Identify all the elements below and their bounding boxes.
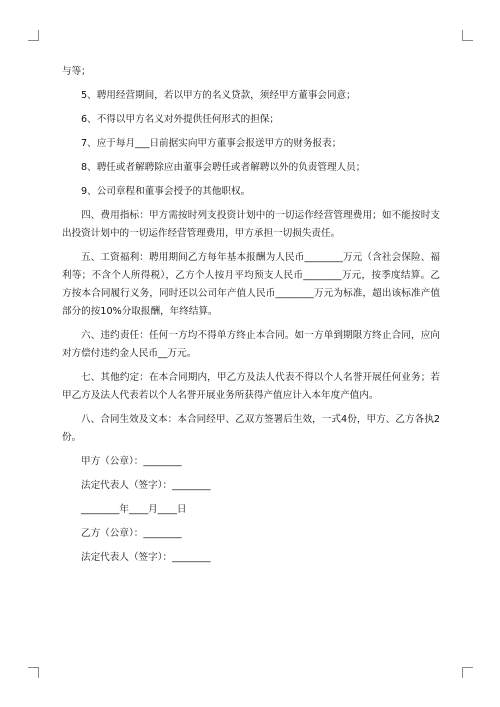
paragraph-continuation: 与等； xyxy=(62,66,91,77)
signature-party-a-representative: 法定代表人（签字）：________ xyxy=(81,480,211,491)
paragraph-section-8-effect: 八、合同生效及文本：本合同经甲、乙双方签署后生效，一式4份，甲方、乙方各执2份。 xyxy=(62,414,440,443)
paragraph-section-4-expenses: 四、费用指标：甲方需按时列支投资计划中的一切运作经营管理费用；如不能按时支出投资计划中的一切运作经营管理费用，甲方承担一切损失责任。 xyxy=(62,210,440,239)
crop-mark-bottom-right xyxy=(462,667,473,678)
paragraph-item-8: 8、聘任或者解聘除应由董事会聘任或者解聘以外的负责管理人员； xyxy=(81,162,366,173)
paragraph-item-6: 6、不得以甲方名义对外提供任何形式的担保； xyxy=(81,114,279,125)
paragraph-item-9: 9、公司章程和董事会授予的其他职权。 xyxy=(81,186,251,197)
signature-party-b-representative: 法定代表人（签字）：________ xyxy=(81,552,211,563)
crop-mark-bottom-left xyxy=(28,667,39,678)
signature-party-b-seal: 乙方（公章）：________ xyxy=(81,528,182,539)
crop-mark-top-right xyxy=(462,30,473,41)
paragraph-item-7: 7、应于每月___日前据实向甲方董事会报送甲方的财务报表； xyxy=(81,138,342,149)
document-body xyxy=(62,63,440,573)
signature-party-a-seal: 甲方（公章）：________ xyxy=(81,456,182,467)
signature-date: ________年____月____日 xyxy=(81,504,187,515)
paragraph-section-6-breach: 六、违约责任：任何一方均不得单方终止本合同。如一方单到期限方终止合同，应向对方偿付违约金人民币__万元。 xyxy=(62,330,440,359)
crop-mark-top-left xyxy=(28,30,39,41)
paragraph-section-5-salary: 五、工资福利：聘用期间乙方每年基本报酬为人民币________万元（含社会保险、福利等；不含个人所得税），乙方个人按月平均预支人民币________万元，按季度结算。乙方按本合同履行义务，同时还以公司年产值人民币________万元为标准，超出该标准产值部分的按10%分取报酬，年终结算。 xyxy=(62,252,440,317)
paragraph-item-5: 5、聘用经营期间，若以甲方的名义贷款，须经甲方董事会同意； xyxy=(81,90,356,101)
paragraph-section-7-other: 七、其他约定：在本合同期内，甲乙方及法人代表不得以个人名誉开展任何业务；若甲乙方及法人代表若以个人名誉开展业务所获得产值应计入本年度产值内。 xyxy=(62,372,440,401)
